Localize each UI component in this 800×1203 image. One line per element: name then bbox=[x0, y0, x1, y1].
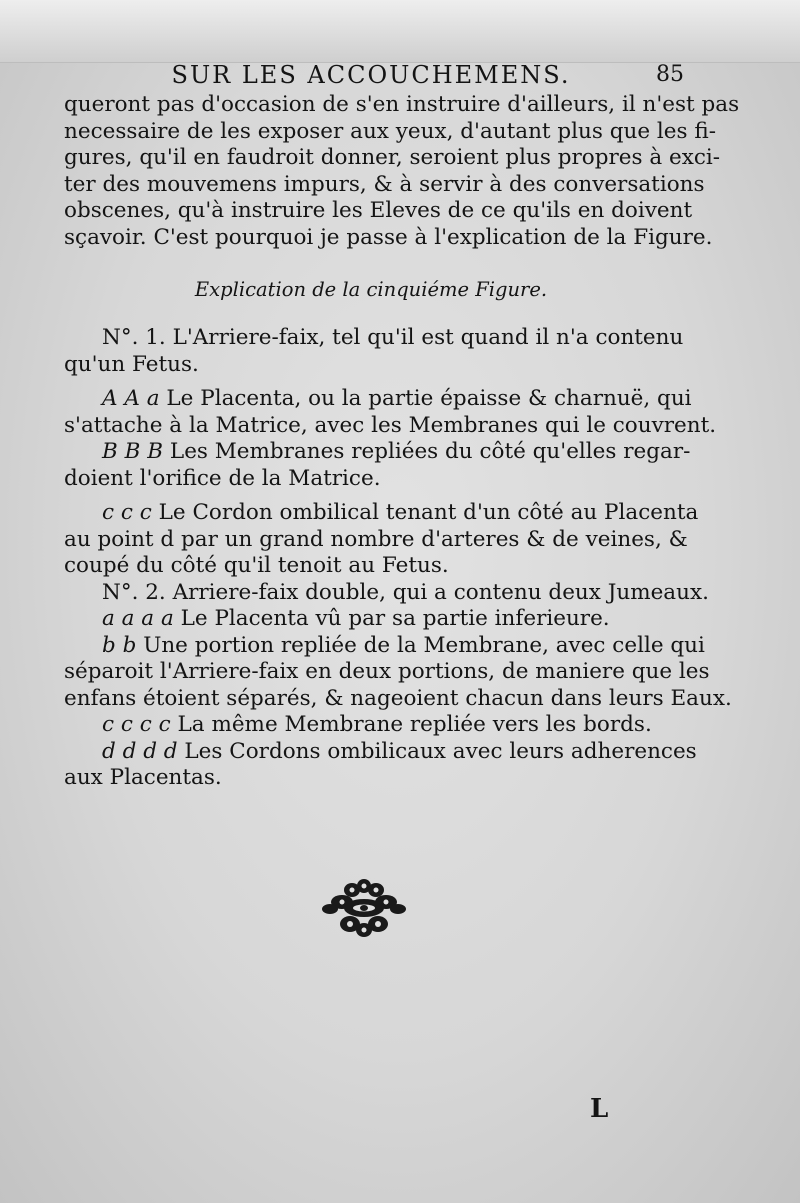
entry-label: N°. 2. bbox=[102, 579, 166, 605]
text-line: aux Placentas. bbox=[64, 765, 222, 790]
text-line: séparoit l'Arriere-faix en deux portions, de maniere que les bbox=[64, 659, 710, 684]
text-line: queront pas d'occasion de s'en instruire d'ailleurs, il n'est pas bbox=[64, 92, 740, 117]
text-line: gures, qu'il en faudroit donner, seroient plus propres à exci- bbox=[64, 145, 721, 170]
signature-mark: L bbox=[590, 1094, 609, 1124]
entry-label: c c c c bbox=[102, 712, 171, 737]
page-number: 85 bbox=[656, 62, 684, 87]
text-line: B B B Les Membranes repliées du côté qu'elles regar- bbox=[102, 439, 691, 464]
entry-label: a a a a bbox=[102, 606, 174, 631]
text-line: necessaire de les exposer aux yeux, d'autant plus que les fi- bbox=[64, 118, 716, 144]
entry-no2 bbox=[64, 579, 709, 607]
entry-bb bbox=[64, 632, 732, 713]
entry-label: B B B bbox=[102, 439, 164, 464]
page-fold bbox=[0, 0, 800, 63]
text-line: enfans étoient séparés, & nageoient chacun dans leurs Eaux. bbox=[64, 685, 732, 711]
entry-cccc bbox=[64, 712, 678, 739]
entry-label: d d d d bbox=[102, 738, 178, 764]
text-line: c c c c La même Membrane repliée vers les bords. bbox=[102, 712, 652, 737]
entry-aaaa bbox=[64, 606, 678, 633]
text-line: doient l'orifice de la Matrice. bbox=[64, 465, 381, 491]
running-title: SUR LES ACCOUCHEMENS. bbox=[171, 61, 571, 89]
entry-no1 bbox=[64, 325, 684, 378]
entry-dddd bbox=[64, 738, 697, 792]
text-line: coupé du côté qu'il tenoit au Fetus. bbox=[64, 553, 449, 578]
figure-caption: Explication de la cinquiéme Figure. bbox=[194, 278, 548, 301]
text-line: c c c Le Cordon ombilical tenant d'un côté au Placenta bbox=[102, 500, 699, 525]
text-line: A A a Le Placenta, ou la partie épaisse & charnuë, qui bbox=[102, 386, 692, 411]
paragraph-intro bbox=[64, 92, 740, 251]
text-line: obscenes, qu'à instruire les Eleves de ce qu'ils en doivent bbox=[64, 198, 693, 223]
floral-ornament-icon bbox=[322, 878, 406, 938]
entry-ccc bbox=[64, 500, 699, 580]
running-header bbox=[64, 58, 684, 92]
entry-BBB bbox=[64, 439, 691, 492]
entry-label: A A a bbox=[102, 386, 160, 411]
text-line: ter des mouvemens impurs, & à servir à des conversations bbox=[64, 171, 705, 197]
entry-label: N°. 1. bbox=[102, 325, 166, 350]
text-line: d d d d Les Cordons ombilicaux avec leurs adherences bbox=[102, 738, 697, 764]
entry-label: b b bbox=[102, 632, 137, 658]
text-line: N°. 1. L'Arriere-faix, tel qu'il est quand il n'a contenu bbox=[102, 325, 684, 350]
text-line: N°. 2. Arriere-faix double, qui a contenu deux Jumeaux. bbox=[102, 579, 709, 605]
text-block bbox=[64, 58, 740, 792]
text-line: a a a a Le Placenta vû par sa partie inferieure. bbox=[102, 606, 610, 631]
entry-AAa bbox=[64, 386, 717, 439]
text-line: s'attache à la Matrice, avec les Membranes qui le couvrent. bbox=[64, 412, 717, 438]
entry-label: c c c bbox=[102, 500, 152, 525]
text-line: sçavoir. C'est pourquoi je passe à l'explication de la Figure. bbox=[64, 224, 713, 250]
text-line: qu'un Fetus. bbox=[64, 351, 199, 377]
text-line: au point d par un grand nombre d'arteres & de veines, & bbox=[64, 526, 688, 552]
text-line: b b Une portion repliée de la Membrane, avec celle qui bbox=[102, 632, 705, 658]
